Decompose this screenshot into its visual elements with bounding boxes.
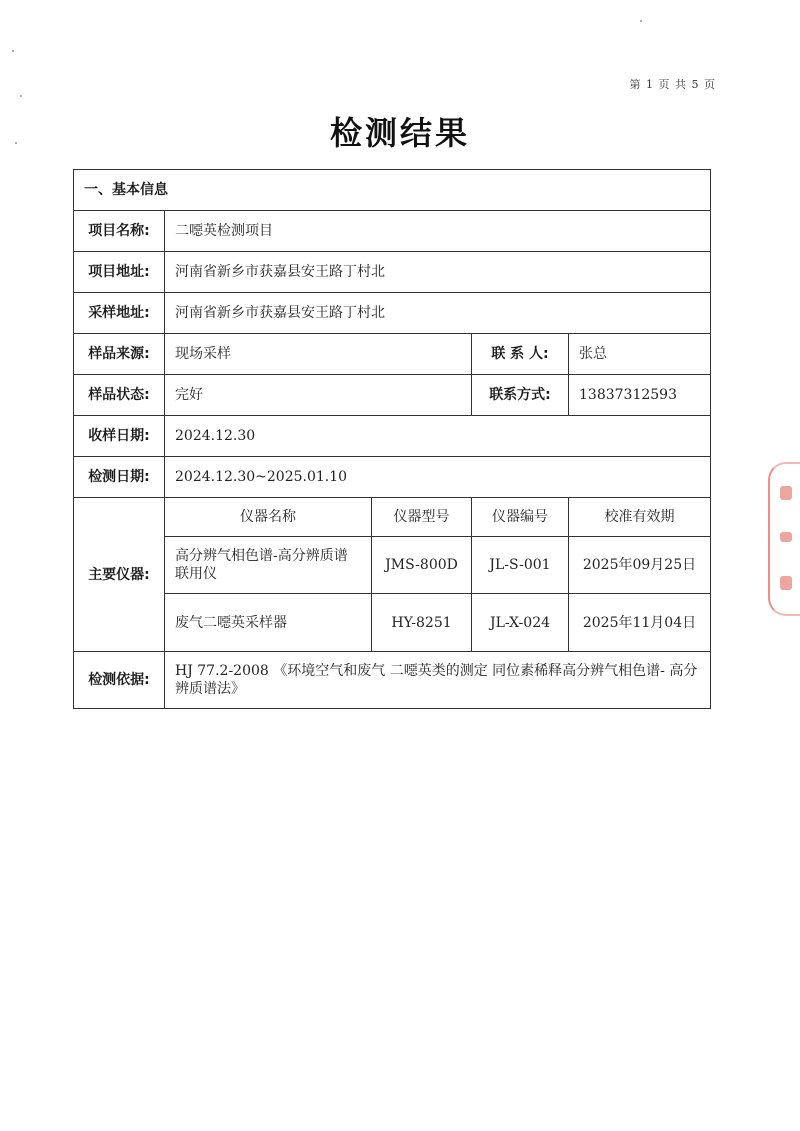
instrument-header-name: 仪器名称 (165, 498, 372, 537)
test-basis-value: HJ 77.2-2008 《环境空气和废气 二噁英类的测定 同位素稀释高分辨气相色谱- 高分辨质谱法》 (165, 652, 711, 709)
page-number: 第 1 页 共 5 页 (629, 78, 716, 91)
scan-speck (640, 20, 642, 22)
sampling-address-label: 采样地址: (74, 293, 165, 334)
page-title: 检测结果 (329, 114, 470, 152)
instrument-calibration-cell: 2025年11月04日 (569, 594, 711, 652)
sample-status-label: 样品状态: (74, 375, 165, 416)
contact-method-value: 13837312593 (569, 375, 711, 416)
instrument-name-cell: 废气二噁英采样器 (165, 594, 372, 652)
scan-speck (12, 50, 14, 52)
instrument-model-cell: HY-8251 (372, 594, 472, 652)
test-basis-row (74, 652, 711, 709)
project-name-row (74, 211, 711, 252)
project-name-value: 二噁英检测项目 (165, 211, 711, 252)
instrument-row (74, 537, 711, 594)
seal-stamp-partial (768, 462, 800, 616)
instruments-label: 主要仪器: (74, 498, 165, 652)
instrument-calibration-cell: 2025年09月25日 (569, 537, 711, 594)
sampling-address-value: 河南省新乡市获嘉县安王路丁村北 (165, 293, 711, 334)
test-date-row (74, 457, 711, 498)
basic-info-table (73, 169, 711, 709)
project-name-label: 项目名称: (74, 211, 165, 252)
receive-date-value: 2024.12.30 (165, 416, 711, 457)
contact-person-label: 联 系 人: (472, 334, 569, 375)
receive-date-label: 收样日期: (74, 416, 165, 457)
sampling-address-row (74, 293, 711, 334)
contact-method-label: 联系方式: (472, 375, 569, 416)
section-title: 一、基本信息 (74, 170, 711, 211)
test-date-value: 2024.12.30~2025.01.10 (165, 457, 711, 498)
instrument-number-cell: JL-X-024 (472, 594, 569, 652)
sample-source-value: 现场采样 (165, 334, 472, 375)
instrument-model-cell: JMS-800D (372, 537, 472, 594)
project-address-label: 项目地址: (74, 252, 165, 293)
seal-mark (780, 532, 792, 542)
instrument-header-calibration: 校准有效期 (569, 498, 711, 537)
sample-source-label: 样品来源: (74, 334, 165, 375)
project-address-row (74, 252, 711, 293)
sample-status-row (74, 375, 711, 416)
instrument-header-number: 仪器编号 (472, 498, 569, 537)
instrument-number-cell: JL-S-001 (472, 537, 569, 594)
sample-status-value: 完好 (165, 375, 472, 416)
seal-mark (780, 486, 792, 500)
instrument-name-cell: 高分辨气相色谱-高分辨质谱联用仪 (165, 537, 372, 594)
scan-speck (20, 95, 22, 97)
test-date-label: 检测日期: (74, 457, 165, 498)
contact-person-value: 张总 (569, 334, 711, 375)
test-basis-label: 检测依据: (74, 652, 165, 709)
scan-speck (15, 142, 17, 144)
instrument-row (74, 594, 711, 652)
receive-date-row (74, 416, 711, 457)
seal-mark (780, 576, 792, 590)
instrument-header-row (74, 498, 711, 537)
sample-source-row (74, 334, 711, 375)
section-header-row (74, 170, 711, 211)
project-address-value: 河南省新乡市获嘉县安王路丁村北 (165, 252, 711, 293)
instrument-header-model: 仪器型号 (372, 498, 472, 537)
